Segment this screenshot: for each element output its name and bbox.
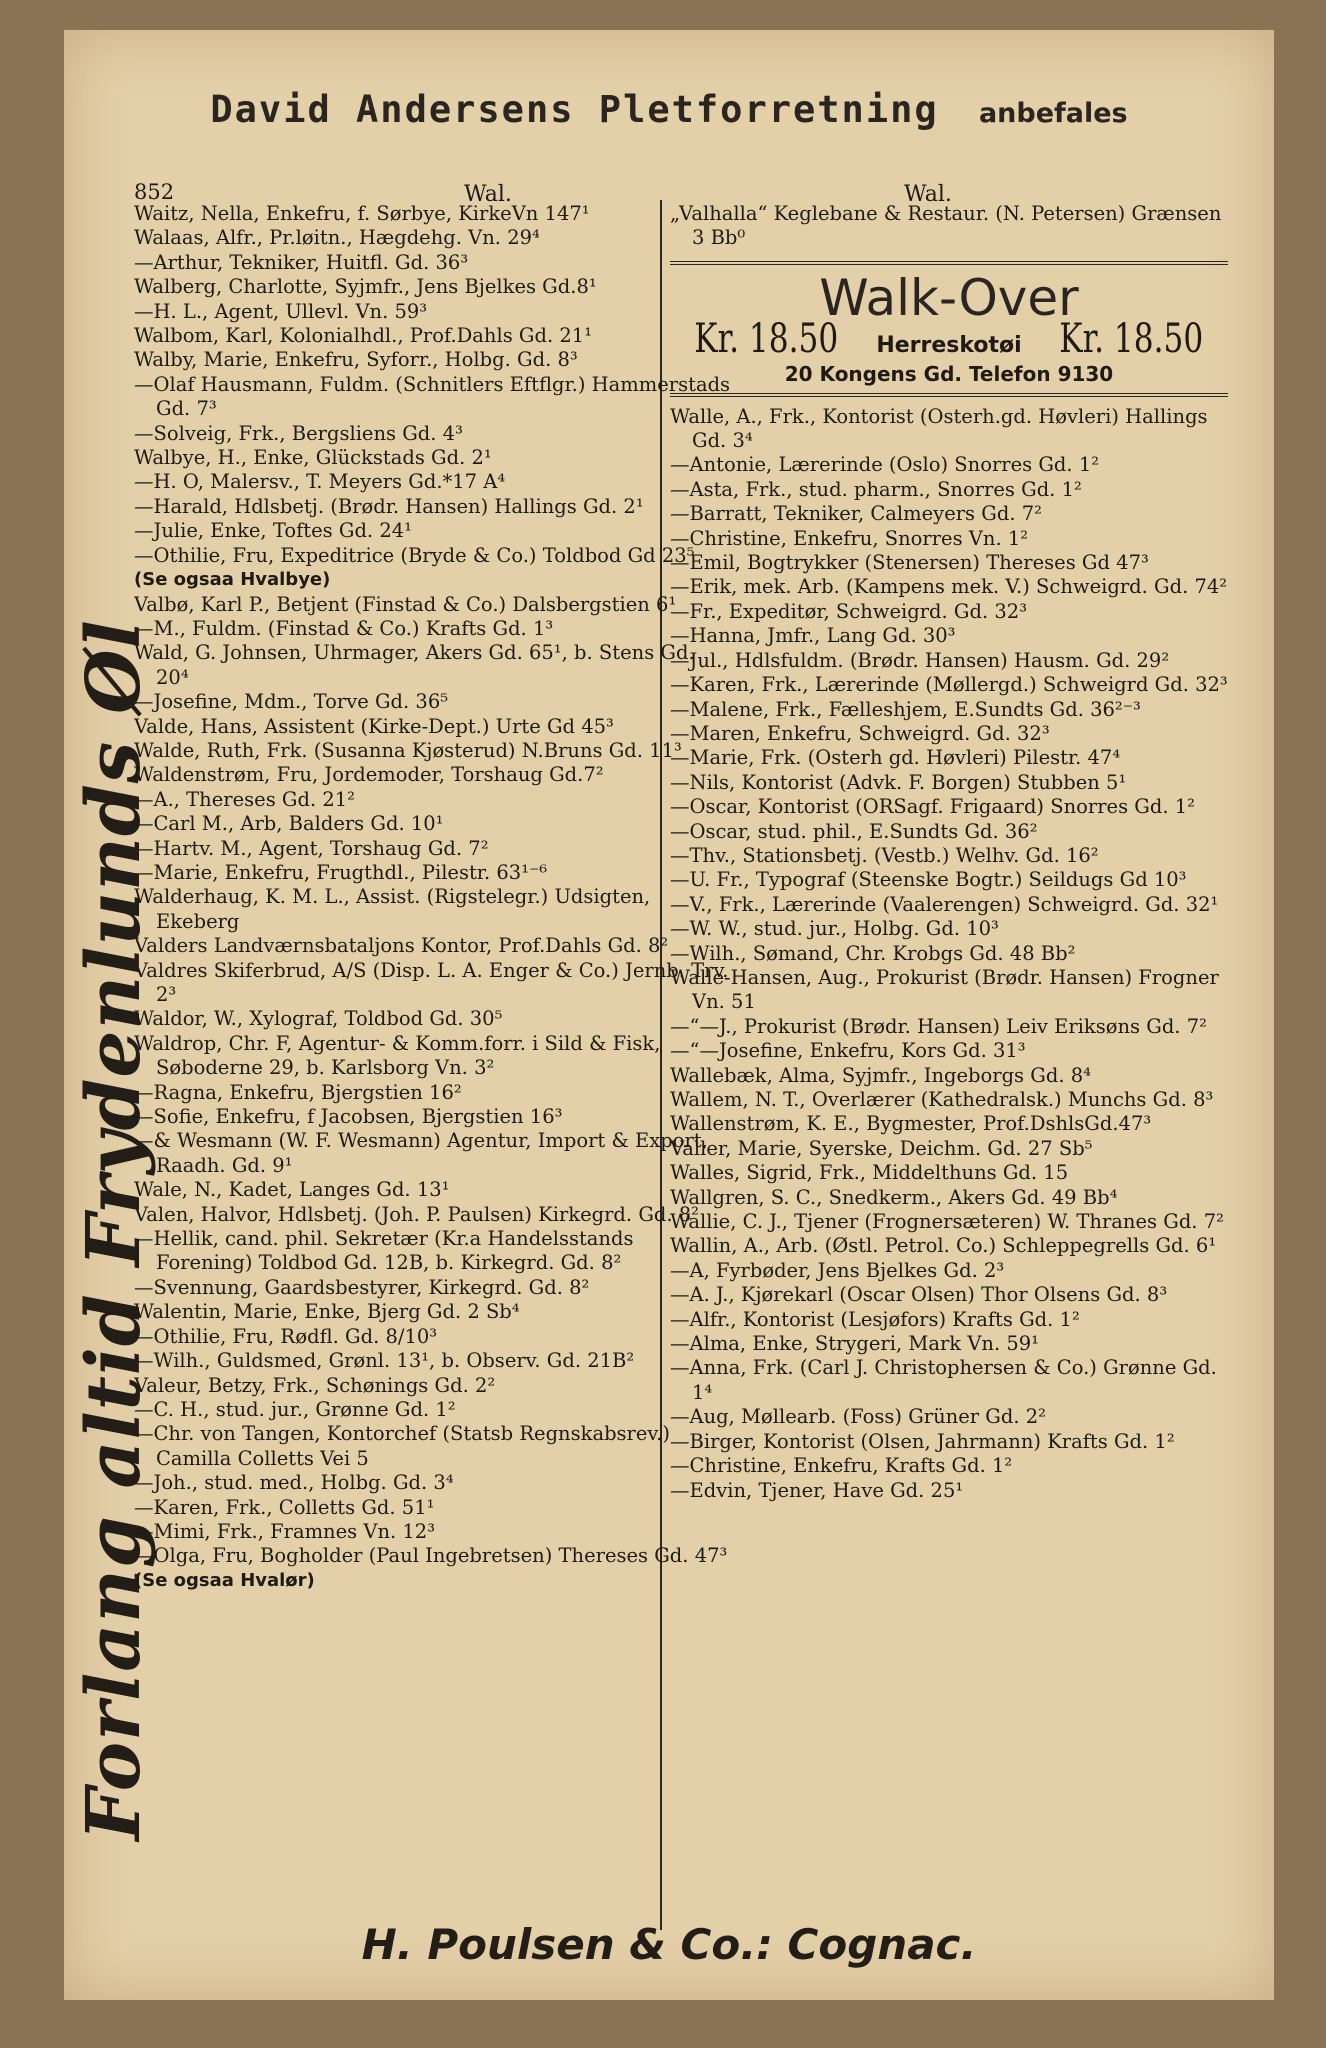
directory-entry: —Hanna, Jmfr., Lang Gd. 30³ [670, 624, 956, 648]
directory-entry: „Valhalla“ Keglebane & Restaur. (N. Petersen) Grænsen 3 Bb⁰ [670, 202, 1222, 250]
directory-entry: —Edvin, Tjener, Have Gd. 25¹ [670, 1478, 964, 1502]
directory-entry: —Olaf Hausmann, Fuldm. (Schnitlers Eftflgr.) Hammerstads Gd. 7³ [134, 372, 731, 421]
directory-entry: Wallenstrøm, K. E., Bygmester, Prof.DshlsGd.47³ [670, 1112, 1152, 1136]
directory-entry: —“—Josefine, Enkefru, Kors Gd. 31³ [670, 1039, 1026, 1063]
directory-entry: —Malene, Frk., Fælleshjem, E.Sundts Gd. 36²⁻³ [670, 697, 1141, 721]
directory-entry: —Emil, Bogtrykker (Stenersen) Thereses Gd 47³ [670, 551, 1149, 575]
directory-entry: Walbye, H., Enke, Glückstads Gd. 2¹ [134, 446, 492, 470]
walkover-title: Walk-Over [819, 268, 1079, 327]
directory-entry: Walde, Ruth, Frk. (Susanna Kjøsterud) N.Bruns Gd. 11³ [134, 738, 682, 762]
directory-entry: —Ragna, Enkefru, Bjergstien 16² [134, 1080, 462, 1104]
directory-entry: —Marie, Enkefru, Frugthdl., Pilestr. 63¹⁻⁶ [134, 860, 548, 884]
right-column [670, 202, 1228, 1922]
walkover-price-right: Kr. 18.50 [1059, 315, 1204, 362]
directory-entry: —Jul., Hdlsfuldm. (Brødr. Hansen) Hausm. Gd. 29² [670, 648, 1170, 672]
directory-entry: Wallgren, S. C., Snedkerm., Akers Gd. 49 Bb⁴ [670, 1185, 1118, 1209]
directory-entry: Valler, Marie, Syerske, Deichm. Gd. 27 Sb⁵ [670, 1136, 1093, 1160]
directory-entry: —Oscar, stud. phil., E.Sundts Gd. 36² [670, 819, 1038, 843]
directory-entry: —Karen, Frk., Lærerinde (Møllergd.) Schweigrd Gd. 32³ [670, 673, 1228, 697]
directory-entry: Walles, Sigrid, Frk., Middelthuns Gd. 15 [670, 1161, 1069, 1185]
page-number: 852 [134, 180, 175, 204]
directory-entry: —Sofie, Enkefru, f Jacobsen, Bjergstien 16³ [134, 1105, 563, 1129]
directory-entry: —Anna, Frk. (Carl J. Christophersen & Co.) Grønne Gd. 1⁴ [670, 1356, 1217, 1404]
directory-entry: —Erik, mek. Arb. (Kampens mek. V.) Schweigrd. Gd. 74² [670, 575, 1228, 599]
directory-entry: —Thv., Stationsbetj. (Vestb.) Welhv. Gd. 16² [670, 843, 1099, 867]
bottom-advert-banner: H. Poulsen & Co.: Cognac. [361, 1920, 977, 1969]
directory-entry: —Svennung, Gaardsbestyrer, Kirkegrd. Gd. 8² [134, 1275, 590, 1299]
directory-entry: Valde, Hans, Assistent (Kirke-Dept.) Urte Gd 45³ [134, 714, 614, 738]
directory-entry: —Carl M., Arb, Balders Gd. 10¹ [134, 812, 444, 836]
directory-entry: —W. W., stud. jur., Holbg. Gd. 10³ [670, 917, 999, 941]
directory-entry: —C. H., stud. jur., Grønne Gd. 1² [134, 1397, 456, 1421]
directory-entry: Waitz, Nella, Enkefru, f. Sørbye, KirkeVn 147¹ [134, 202, 590, 225]
directory-entry: —Birger, Kontorist (Olsen, Jahrmann) Krafts Gd. 1² [670, 1429, 1175, 1453]
walkover-price-left: Kr. 18.50 [694, 315, 839, 362]
directory-entry: Valbø, Karl P., Betjent (Finstad & Co.) Dalsbergstien 6¹ [134, 592, 677, 616]
directory-entry: —Fr., Expeditør, Schweigrd. Gd. 32³ [670, 599, 1028, 623]
directory-entry: —Nils, Kontorist (Advk. F. Borgen) Stubben 5¹ [670, 770, 1127, 794]
directory-entry: Waldor, W., Xylograf, Toldbod Gd. 30⁵ [134, 1007, 503, 1031]
directory-entry: —“—J., Prokurist (Brødr. Hansen) Leiv Eriksøns Gd. 7² [670, 1014, 1207, 1038]
directory-entry: —Othilie, Fru, Rødfl. Gd. 8/10³ [134, 1324, 438, 1348]
directory-entry: —Julie, Enke, Toftes Gd. 24¹ [134, 519, 412, 543]
top-advert-banner [64, 88, 1274, 131]
directory-entry: —Maren, Enkefru, Schweigrd. Gd. 32³ [670, 721, 1050, 745]
directory-entry: —M., Fuldm. (Finstad & Co.) Krafts Gd. 1³ [134, 616, 554, 640]
directory-entry: Walberg, Charlotte, Syjmfr., Jens Bjelkes Gd.8¹ [134, 275, 597, 299]
directory-entry: —Wilh., Guldsmed, Grønl. 13¹, b. Observ. Gd. 21B² [134, 1349, 635, 1373]
directory-entry: —Wilh., Sømand, Chr. Krobgs Gd. 48 Bb² [670, 941, 1076, 965]
directory-entry: —A, Fyrbøder, Jens Bjelkes Gd. 2³ [670, 1258, 1005, 1282]
directory-entry: Wallebæk, Alma, Syjmfr., Ingeborgs Gd. 8⁴ [670, 1063, 1091, 1087]
directory-entry: —Harald, Hdlsbetj. (Brødr. Hansen) Hallings Gd. 2¹ [134, 494, 644, 518]
directory-entry: —H. L., Agent, Ullevl. Vn. 59³ [134, 299, 428, 323]
directory-entry: Valeur, Betzy, Frk., Schønings Gd. 2² [134, 1373, 496, 1397]
running-head-right: Wal. [904, 182, 952, 207]
directory-page [64, 30, 1274, 2000]
directory-entry: Walentin, Marie, Enke, Bjerg Gd. 2 Sb⁴ [134, 1300, 520, 1324]
directory-entry: —Othilie, Fru, Expeditrice (Bryde & Co.) Toldbod Gd 23⁵ [134, 543, 695, 567]
directory-entry: —H. O, Malersv., T. Meyers Gd.*17 A⁴ [134, 470, 506, 494]
directory-entry: —Arthur, Tekniker, Huitfl. Gd. 36³ [134, 250, 469, 274]
top-advert-text: David Andersens Pletforretning [210, 88, 939, 131]
directory-entry: Walderhaug, K. M. L., Assist. (Rigstelegr.) Udsigten, Ekeberg [134, 885, 651, 933]
directory-entry: —Aug, Møllearb. (Foss) Grüner Gd. 2² [670, 1405, 1046, 1429]
directory-entry: —Josefine, Mdm., Torve Gd. 36⁵ [134, 690, 449, 714]
directory-entry: —Chr. von Tangen, Kontorchef (Statsb Regnskabsrev.) Camilla Colletts Vei 5 [134, 1422, 670, 1470]
walkover-advert [670, 261, 1228, 397]
directory-entry: —Karen, Frk., Colletts Gd. 51¹ [134, 1495, 435, 1519]
directory-entry: Wallie, C. J., Tjener (Frognersæteren) W. Thranes Gd. 7² [670, 1210, 1224, 1234]
left-column [134, 202, 732, 1922]
directory-entry: —Alma, Enke, Strygeri, Mark Vn. 59¹ [670, 1332, 1039, 1356]
directory-entry: Walle, A., Frk., Kontorist (Osterh.gd. Høvleri) Hallings Gd. 3⁴ [670, 404, 1208, 453]
directory-entry: —U. Fr., Typograf (Steenske Bogtr.) Seildugs Gd 10³ [670, 868, 1187, 892]
directory-entry: Valen, Halvor, Hdlsbetj. (Joh. P. Paulsen) Kirkegrd. Gd. 8² [134, 1202, 699, 1226]
directory-entry: Walby, Marie, Enkefru, Syforr., Holbg. Gd. 8³ [134, 348, 578, 372]
vertical-side-advert-text: Forlang altid Frydenlunds Øl [71, 619, 157, 1841]
directory-entry: Valdres Skiferbrud, A/S (Disp. L. A. Enger & Co.) Jernb. Trv. 2³ [134, 958, 729, 1006]
directory-entry: Wallem, N. T., Overlærer (Kathedralsk.) Munchs Gd. 8³ [670, 1088, 1214, 1111]
top-advert-suffix: anbefales [978, 98, 1128, 129]
directory-entry: —Olga, Fru, Bogholder (Paul Ingebretsen) Thereses Gd. 47³ [134, 1544, 728, 1568]
directory-entry: —Joh., stud. med., Holbg. Gd. 3⁴ [134, 1471, 454, 1495]
directory-entry: —Asta, Frk., stud. pharm., Snorres Gd. 1² [670, 477, 1082, 501]
directory-entry: Waldenstrøm, Fru, Jordemoder, Torshaug Gd.7² [134, 763, 604, 787]
directory-entry: (Se ogsaa Hvalør) [134, 1569, 315, 1591]
running-head-left: Wal. [464, 182, 512, 207]
directory-entry: —Mimi, Frk., Framnes Vn. 12³ [134, 1519, 436, 1543]
directory-entry: Walbom, Karl, Kolonialhdl., Prof.Dahls Gd. 21¹ [134, 324, 593, 348]
directory-entry: Walle-Hansen, Aug., Prokurist (Brødr. Hansen) Frogner Vn. 51 [670, 965, 1219, 1014]
directory-entry: —Oscar, Kontorist (ORSagf. Frigaard) Snorres Gd. 1² [670, 795, 1195, 819]
directory-entry: Wald, G. Johnsen, Uhrmager, Akers Gd. 65¹, b. Stens Gd. 20⁴ [134, 641, 695, 689]
directory-entry: —Barratt, Tekniker, Calmeyers Gd. 7² [670, 502, 1042, 526]
directory-entry: —Alfr., Kontorist (Lesjøfors) Krafts Gd. 1² [670, 1307, 1080, 1331]
directory-entry: —Christine, Enkefru, Krafts Gd. 1² [670, 1454, 1013, 1478]
directory-entry: Walaas, Alfr., Pr.løitn., Hægdehg. Vn. 29⁴ [134, 226, 540, 250]
directory-entry: —& Wesmann (W. F. Wesmann) Agentur, Import & Export, Raadh. Gd. 9¹ [134, 1129, 708, 1177]
directory-entry: —A., Thereses Gd. 21² [134, 787, 355, 811]
directory-entry: (Se ogsaa Hvalbye) [134, 569, 331, 591]
directory-entry: —Christine, Enkefru, Snorres Vn. 1² [670, 526, 1029, 550]
walkover-address: 20 Kongens Gd. Telefon 9130 [784, 362, 1114, 387]
directory-entry: —Hartv. M., Agent, Torshaug Gd. 7² [134, 836, 489, 860]
directory-entry: Wallin, A., Arb. (Østl. Petrol. Co.) Schleppegrells Gd. 6¹ [670, 1234, 1217, 1258]
directory-entry: —A. J., Kjørekarl (Oscar Olsen) Thor Olsens Gd. 8³ [670, 1283, 1168, 1307]
directory-entry: Waldrop, Chr. F, Agentur- & Komm.forr. i Sild & Fisk, Søboderne 29, b. Karlsborg Vn. 3² [134, 1031, 661, 1080]
directory-entry: —Marie, Frk. (Osterh gd. Høvleri) Pilestr. 47⁴ [670, 746, 1121, 770]
directory-entry: —V., Frk., Lærerinde (Vaalerengen) Schweigrd. Gd. 32¹ [670, 892, 1219, 916]
walkover-product: Herreskotøi [876, 332, 1022, 358]
directory-entry: —Antonie, Lærerinde (Oslo) Snorres Gd. 1² [670, 453, 1100, 477]
directory-entry: —Solveig, Frk., Bergsliens Gd. 4³ [134, 421, 463, 445]
directory-entry: —Hellik, cand. phil. Sekretær (Kr.a Handelsstands Forening) Toldbod Gd. 12B, b. Kirkegrd. Gd. 8² [134, 1227, 634, 1275]
directory-entry: Wale, N., Kadet, Langes Gd. 13¹ [134, 1178, 450, 1202]
directory-entry: Valders Landværnsbataljons Kontor, Prof.Dahls Gd. 8² [134, 934, 669, 958]
